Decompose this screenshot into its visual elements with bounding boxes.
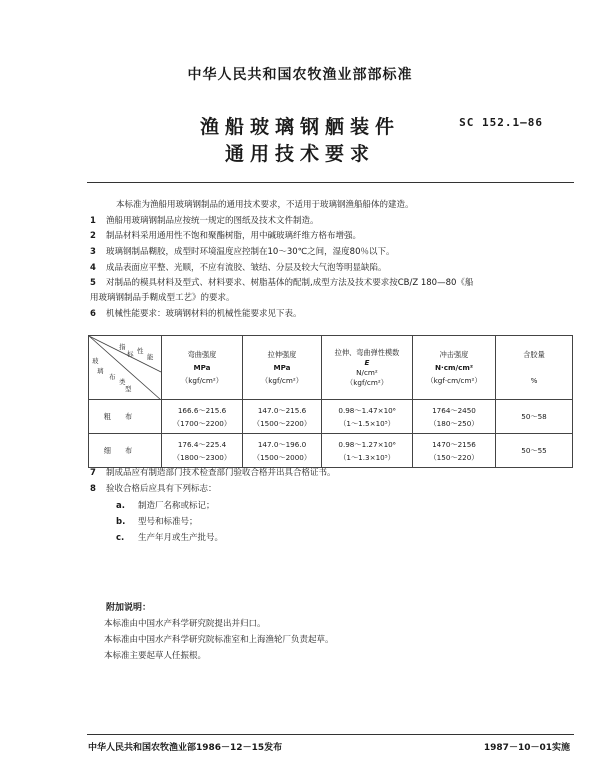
- diag-label: 性: [137, 347, 144, 355]
- cell-impact: 1764～2450 （180～250）: [413, 400, 496, 434]
- bottom-divider: [87, 734, 574, 735]
- mechanical-properties-table: [88, 335, 573, 468]
- clause-text: 成品表面应平整、光顺，不应有流胶、皱结、分层及较大气泡等明显缺陷。: [106, 263, 387, 273]
- clause-text: 对制品的模具材料及型式、材料要求、树脂基体的配制,成型方法及技术要求按CB/Z 180—80《船: [106, 278, 474, 288]
- diag-label: 指: [119, 343, 126, 351]
- clause-text: 制品材料采用通用性不饱和聚酯树脂，用中碱玻璃纤维方格布增强。: [106, 231, 362, 241]
- cell-bend: 166.6～215.6 （1700～2200）: [162, 400, 243, 434]
- mark-item-a: a. 制造厂名称或标记；: [116, 501, 215, 511]
- table-row: [89, 400, 573, 434]
- table-row: [89, 434, 573, 468]
- appendix-title: 附加说明：: [106, 603, 152, 613]
- top-divider: [87, 182, 574, 183]
- header-resin-content: 含胶量 %: [496, 336, 573, 400]
- cell-modulus: 0.98～1.47×10⁶ （1～1.5×10⁵）: [322, 400, 413, 434]
- clause-number: 4: [90, 263, 96, 273]
- clause-number: 8: [90, 484, 96, 494]
- standard-title-line2: 通用技术要求: [224, 143, 375, 165]
- issue-date: 中华人民共和国农牧渔业部1986－12－15发布: [88, 743, 283, 753]
- clause-number: 3: [90, 247, 96, 257]
- intro-paragraph: 本标准为渔船用玻璃钢制品的通用技术要求，不适用于玻璃钢渔船船体的建造。: [116, 200, 414, 210]
- cell-impact: 1470～2156 （150～220）: [413, 434, 496, 468]
- clause-3: [90, 245, 395, 257]
- clause-2: [90, 229, 361, 241]
- effective-date: 1987－10－01实施: [483, 743, 570, 753]
- header-elastic-modulus: 拉伸、弯曲弹性模数 E N/cm² （kgf/cm²）: [322, 336, 413, 400]
- diag-label: 类: [119, 378, 126, 386]
- header-tensile-strength: 拉伸强度 MPa （kgf/cm²）: [243, 336, 322, 400]
- diag-label: 布: [109, 373, 116, 381]
- ministry-title: 中华人民共和国农牧渔业部部标准: [187, 67, 413, 83]
- cell-tensile: 147.0～215.6 （1500～2200）: [243, 400, 322, 434]
- clause-text: 玻璃钢制品糊胶，成型时环境温度应控制在10～30℃之间，湿度80％以下。: [106, 247, 395, 257]
- clause-number: 1: [90, 216, 96, 226]
- diagonal-header-cell: [89, 336, 162, 400]
- row-type: 细布: [89, 434, 162, 468]
- standard-code: SC 152.1—86: [459, 116, 543, 129]
- clause-number: 5: [90, 278, 96, 288]
- clause-6: [90, 307, 302, 319]
- header-bend-strength: 弯曲强度 MPa （kgf/cm²）: [162, 336, 243, 400]
- clause-number: 7: [90, 468, 96, 478]
- clause-4: [90, 261, 387, 273]
- cell-resin: 50～55: [496, 434, 573, 468]
- diag-label: 型: [125, 385, 132, 393]
- clause-number: 6: [90, 309, 96, 319]
- appendix-line: 本标准由中国水产科学研究院标准室和上海渔轮厂负责起草。: [104, 635, 334, 645]
- diag-label: 玻: [92, 357, 99, 365]
- cell-modulus: 0.98～1.27×10⁶ （1～1.3×10⁵）: [322, 434, 413, 468]
- clause-number: 2: [90, 231, 96, 241]
- table-header-row: [89, 336, 573, 400]
- diag-label: 能: [147, 353, 154, 361]
- clause-text: 渔船用玻璃钢制品应按统一规定的图纸及技术文件制造。: [106, 216, 319, 226]
- clause-5-continued: 用玻璃钢制品手糊成型工艺》的要求。: [90, 293, 235, 303]
- clause-7: [90, 466, 336, 478]
- cell-tensile: 147.0～196.0 （1500～2000）: [243, 434, 322, 468]
- mark-item-c: c. 生产年月或生产批号。: [116, 533, 224, 543]
- diag-label: 标: [127, 350, 134, 358]
- clause-text: 制成品应有制造部门技术检查部门验收合格并出具合格证书。: [106, 468, 336, 478]
- clause-5: [90, 276, 473, 288]
- diag-label: 璃: [97, 367, 104, 375]
- cell-bend: 176.4～225.4 （1800～2300）: [162, 434, 243, 468]
- header-impact-strength: 冲击强度 N·cm/cm² （kgf·cm/cm²）: [413, 336, 496, 400]
- standard-title-line1: 渔船玻璃钢舾装件: [199, 116, 400, 138]
- clause-text: 验收合格后应具有下列标志：: [106, 484, 217, 494]
- clause-8: [90, 482, 217, 494]
- clause-1: [90, 214, 319, 226]
- appendix-line: 本标准由中国水产科学研究院提出并归口。: [104, 619, 266, 629]
- clause-text: 机械性能要求：玻璃钢材料的机械性能要求见下表。: [106, 309, 302, 319]
- cell-resin: 50～58: [496, 400, 573, 434]
- mark-item-b: b. 型号和标准号；: [116, 517, 198, 527]
- appendix-line: 本标准主要起草人任振根。: [104, 651, 207, 661]
- row-type: 粗布: [89, 400, 162, 434]
